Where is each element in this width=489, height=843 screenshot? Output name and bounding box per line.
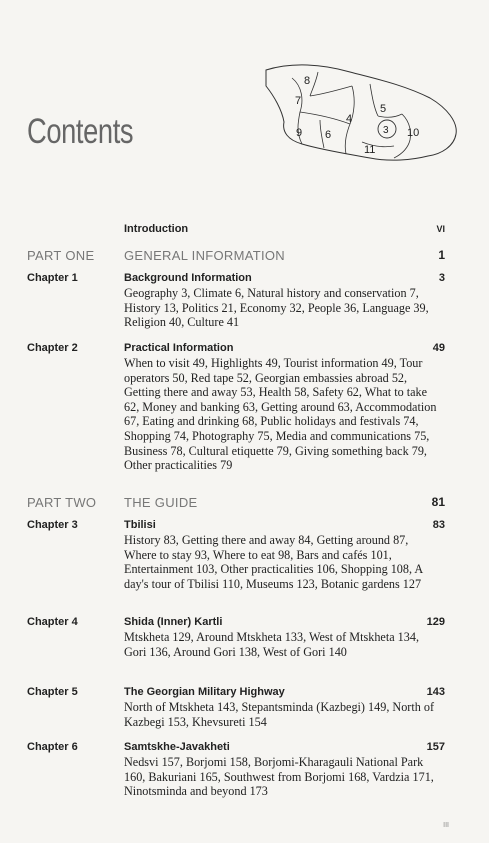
part-label: PART ONE bbox=[27, 248, 95, 263]
chapter-label: Chapter 3 bbox=[27, 519, 78, 531]
part-page: 1 bbox=[438, 248, 445, 262]
chapter-title: Background Information bbox=[124, 272, 252, 284]
map-number: 11 bbox=[364, 144, 376, 156]
chapter-page: 49 bbox=[432, 342, 445, 354]
chapter-page: 157 bbox=[426, 741, 445, 753]
map-outline bbox=[266, 65, 456, 160]
georgia-region-map bbox=[262, 56, 462, 166]
chapter-page: 3 bbox=[438, 272, 445, 284]
chapter-description: North of Mtskheta 143, Stepantsminda (Kazbegi) 149, North of Kazbegi 153, Khevsureti 154 bbox=[124, 700, 435, 729]
map-number: 5 bbox=[380, 103, 387, 115]
chapter-label: Chapter 5 bbox=[27, 686, 78, 698]
map-number: 9 bbox=[296, 127, 303, 139]
chapter-description: Geography 3, Climate 6, Natural history and conservation 7, History 13, Politics 21, Economy 32, People 36, Language 39, Religion 40, Culture 41 bbox=[124, 286, 429, 330]
chapter-title: Shida (Inner) Kartli bbox=[124, 616, 223, 628]
chapter-description: History 83, Getting there and away 84, Getting around 87, Where to stay 93, Where to eat 98, Bars and cafés 101, Entertainment 103, Other practicalities 106, Shopping 108, A day's tour of Tbilisi 110, Museums 123, Botanic gardens 127 bbox=[124, 533, 423, 591]
page-title: Contents bbox=[27, 112, 134, 151]
chapter-title: Tbilisi bbox=[124, 519, 156, 531]
chapter-label: Chapter 1 bbox=[27, 272, 78, 284]
part-title: GENERAL INFORMATION bbox=[124, 248, 285, 263]
chapter-page: 129 bbox=[426, 616, 445, 628]
chapter-page: 143 bbox=[426, 686, 445, 698]
intro-label: Introduction bbox=[124, 223, 189, 235]
chapter-label: Chapter 4 bbox=[27, 616, 78, 628]
part-title: THE GUIDE bbox=[124, 495, 198, 510]
chapter-description: When to visit 49, Highlights 49, Tourist information 49, Tour operators 50, Red tape 52, Georgian embassies abroad 52, Getting there and away 53, Health 58, Safety 62, What to take 62, Money and banking 63, Getting around 63, Accommodation 67, Eating and drinking 68, Public holidays and festivals 74, Shopping 74, Photography 75, Media and communications 75, Business 78, Cultural etiquette 79, Giving something back 79, Other practicalities 79 bbox=[124, 356, 437, 473]
chapter-title: Practical Information bbox=[124, 342, 234, 354]
chapter-label: Chapter 6 bbox=[27, 741, 78, 753]
map-number: 10 bbox=[407, 127, 420, 139]
part-label: PART TWO bbox=[27, 495, 97, 510]
chapter-title: The Georgian Military Highway bbox=[124, 686, 285, 698]
chapter-page: 83 bbox=[432, 519, 445, 531]
map-number: 7 bbox=[295, 95, 302, 107]
map-number: 8 bbox=[304, 75, 311, 87]
map-number: 3 bbox=[383, 125, 389, 136]
chapter-title: Samtskhe-Javakheti bbox=[124, 741, 230, 753]
chapter-label: Chapter 2 bbox=[27, 342, 78, 354]
intro-page: VI bbox=[436, 224, 445, 234]
footer-page-number: III bbox=[443, 822, 449, 829]
map-number: 4 bbox=[346, 113, 353, 125]
chapter-description: Mtskheta 129, Around Mtskheta 133, West of Mtskheta 134, Gori 136, Around Gori 138, West of Gori 140 bbox=[124, 630, 419, 659]
map-number: 6 bbox=[325, 129, 332, 141]
part-page: 81 bbox=[431, 495, 445, 509]
chapter-description: Nedsvi 157, Borjomi 158, Borjomi-Kharagauli National Park 160, Bakuriani 165, Southwest from Borjomi 168, Vardzia 171, Ninotsminda and beyond 173 bbox=[124, 755, 434, 799]
